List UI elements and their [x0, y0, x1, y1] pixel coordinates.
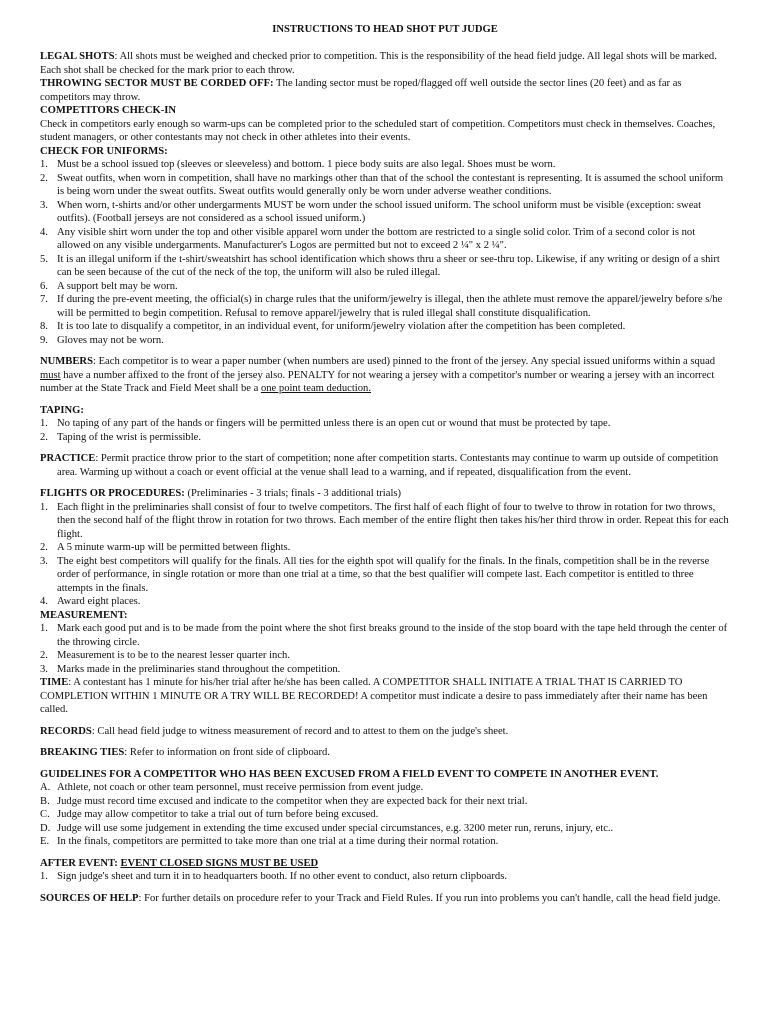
- item-text: Judge must record time excused and indicate to the competitor when they are expected back for their next trial.: [57, 795, 528, 807]
- item-number: 5.: [40, 253, 48, 265]
- item-text: Taping of the wrist is permissible.: [57, 431, 202, 443]
- flights-list: [40, 501, 730, 609]
- time-heading: TIME: [40, 677, 69, 688]
- item-number: 6.: [40, 280, 48, 292]
- item-text: It is an illegal uniform if the t-shirt/sweatshirt has school identification which shows thru a sheer or see-thru top. Likewise, if any writing or design of a shirt can be seen because of the cut of the neck of the top, the uniform will also be ruled illegal.: [57, 253, 720, 278]
- guidelines-heading: GUIDELINES FOR A COMPETITOR WHO HAS BEEN EXCUSED FROM A FIELD EVENT TO COMPETE IN ANOTHER EVENT.: [40, 768, 659, 780]
- list-item: [40, 835, 730, 849]
- list-item: [40, 649, 730, 663]
- list-item: [40, 541, 730, 555]
- numbers-text: : Each competitor is to wear a paper number (when numbers are used) pinned to the front of the jersey. Any special issued uniforms within a squad: [92, 356, 716, 367]
- item-text: A support belt may be worn.: [57, 280, 178, 292]
- item-number: 2.: [40, 431, 48, 443]
- item-text: Judge will use some judgement in extending the time excused under special circumstances, e.g. 3200 meter run, reruns, injury, etc..: [57, 822, 614, 834]
- measurement-list: [40, 622, 730, 676]
- item-number: 2.: [40, 172, 48, 184]
- list-item: [40, 663, 730, 677]
- list-item: [40, 870, 730, 884]
- item-text: It is too late to disqualify a competitor, in an individual event, for uniform/jewelry violation after the competition has been completed.: [57, 321, 626, 332]
- item-text: No taping of any part of the hands or fingers will be permitted unless there is an open cut or wound that must be protected by tape.: [57, 418, 611, 429]
- item-text: Must be a school issued top (sleeves or sleeveless) and bottom. 1 piece body suits are also legal. Shoes must be worn.: [57, 159, 556, 170]
- records-section: [40, 725, 730, 739]
- uniforms-list: [40, 158, 730, 347]
- numbers-penalty: one point team deduction.: [260, 383, 371, 394]
- time-section: [40, 676, 730, 717]
- item-number: 1.: [40, 418, 48, 429]
- taping-heading: TAPING:: [40, 404, 84, 416]
- item-text: Marks made in the preliminaries stand throughout the competition.: [57, 663, 341, 675]
- time-text: : A contestant has 1 minute for his/her trial after he/she has been called. A COMPETITOR SHALL INITIATE A TRIAL THAT IS CARRIED TO COMPLETION WITHIN 1 MINUTE OR A TRY WILL BE RECORDED! A competitor must indicate a desire to pass immediately after their name has been called.: [40, 677, 708, 715]
- list-item: [40, 172, 730, 199]
- after-event-heading: AFTER EVENT:: [40, 857, 118, 869]
- after-event-list: [40, 870, 730, 884]
- numbers-text-cont: have a number affixed to the front of the jersey also. PENALTY for not wearing a jersey with a competitor's number or wearing a jersey with an incorrect number at the State Track and Field Meet shall be a: [40, 369, 715, 394]
- sources-text: : For further details on procedure refer to your Track and Field Rules. If you run into problems you can't handle, call the head field judge.: [138, 892, 721, 904]
- item-number: 2.: [40, 542, 48, 553]
- practice-section: [40, 452, 730, 479]
- throwing-sector-text: The landing sector must be roped/flagged off well outside the sector lines (20 feet) and as far as competitors may throw.: [40, 78, 682, 103]
- numbers-heading: NUMBERS: [40, 356, 93, 367]
- practice-text: : Permit practice throw prior to the start of competition; none after competition starts. Contestants may continue to warm up outside of competition area. Warming up without a coach or event official at the venue shall lead to a warning, and if repeated, disqualification from the event.: [57, 453, 719, 478]
- item-number: 7.: [40, 294, 48, 305]
- list-item: [40, 822, 730, 836]
- item-text: Mark each good put and is to be made from the point where the shot first breaks ground to the inside of the stop board with the tape held through the center of the throwing circle.: [57, 623, 728, 648]
- sources-heading: SOURCES OF HELP: [40, 892, 139, 904]
- throwing-sector-heading: THROWING SECTOR MUST BE CORDED OFF:: [40, 78, 274, 89]
- item-letter: A.: [40, 782, 51, 793]
- ties-text: : Refer to information on front side of clipboard.: [124, 747, 330, 758]
- item-text: When worn, t-shirts and/or other undergarments MUST be worn under the school issued uniform. The school uniform must be visible (exception: sweat outfits). (Football jerseys are not considered as a school issued uniform.): [57, 199, 702, 224]
- list-item: [40, 795, 730, 809]
- list-item: [40, 781, 730, 795]
- item-number: 2.: [40, 650, 48, 661]
- document-page: [40, 23, 730, 905]
- flights-heading: FLIGHTS OR PROCEDURES:: [40, 488, 185, 499]
- numbers-section: [40, 355, 730, 396]
- item-letter: B.: [40, 795, 50, 807]
- ties-section: [40, 746, 730, 760]
- legal-shots-heading: LEGAL SHOTS: [40, 51, 115, 62]
- item-number: 1.: [40, 623, 48, 634]
- item-number: 3.: [40, 663, 48, 675]
- list-item: [40, 431, 730, 445]
- item-text: Judge may allow competitor to take a trial out of turn before being excused.: [57, 809, 379, 820]
- item-letter: E.: [40, 836, 50, 847]
- list-item: [40, 226, 730, 253]
- legal-shots-section: [40, 50, 730, 77]
- item-text: Athlete, not coach or other team personnel, must receive permission from event judge.: [57, 782, 424, 793]
- uniforms-heading: CHECK FOR UNIFORMS:: [40, 145, 168, 157]
- item-letter: D.: [40, 822, 51, 834]
- list-item: [40, 501, 730, 542]
- item-text: Any visible shirt worn under the top and other visible apparel worn under the bottom are restricted to a single solid color. Trim of a second color is not allowed on any visible undergarments. Manufacturer's Logos are permitted but not to exceed 2 ¼" x 2 ¼".: [57, 226, 696, 251]
- records-text: : Call head field judge to witness measurement of record and to attest to them on the judge's sheet.: [91, 725, 509, 737]
- list-item: [40, 320, 730, 334]
- item-text: A 5 minute warm-up will be permitted between flights.: [57, 542, 291, 553]
- item-text: Measurement is to be to the nearest lesser quarter inch.: [57, 650, 290, 661]
- item-text: Each flight in the preliminaries shall consist of four to twelve competitors. The first half of each flight of four to twelve to throw in rotation for two throws, then the second half of the flight throw in rotation for two throws. Each member of the entire flight then takes his/her third throw in order. Repeat this for each flight.: [57, 501, 729, 540]
- item-text: The eight best competitors will qualify for the finals. All ties for the eighth spot will qualify for the finals. In the finals, competition shall be in the reverse order of performance, in single rotation or more than one trial at a time, so that the best qualifier will compete last. Each competitor is entitled to three attempts in the finals.: [57, 555, 710, 594]
- list-item: [40, 253, 730, 280]
- flights-subtitle: (Preliminaries - 3 trials; finals - 3 additional trials): [184, 488, 402, 499]
- item-number: 3.: [40, 199, 48, 211]
- item-text: Sign judge's sheet and turn it in to headquarters booth. If no other event to conduct, also return clipboards.: [57, 871, 507, 882]
- item-number: 8.: [40, 321, 48, 332]
- item-text: Award eight places.: [57, 596, 141, 607]
- list-item: [40, 293, 730, 320]
- practice-heading: PRACTICE: [40, 453, 96, 464]
- item-number: 1.: [40, 501, 48, 513]
- checkin-text: Check in competitors early enough so warm-ups can be completed prior to the scheduled start of competition. Competitors must check in themselves. Coaches, student managers, or other contestants may not check in other athletes into their events.: [40, 118, 716, 143]
- ties-heading: BREAKING TIES: [40, 747, 125, 758]
- legal-shots-text: : All shots must be weighed and checked prior to competition. This is the responsibility of the head field judge. All legal shots will be marked. Each shot shall be checked for the mark prior to each throw.: [40, 51, 717, 76]
- list-item: [40, 280, 730, 294]
- item-text: If during the pre-event meeting, the official(s) in charge rules that the uniform/jewelry is illegal, then the athlete must remove the apparel/jewelry before s/he will be permitted to begin competition. Refusal to remove apparel/jewelry that is ruled illegal shall constitute disqualification.: [57, 294, 723, 319]
- item-text: In the finals, competitors are permitted to take more than one trial at a time during their normal rotation.: [57, 836, 499, 847]
- list-item: [40, 417, 730, 431]
- list-item: [40, 158, 730, 172]
- measurement-heading: MEASUREMENT:: [40, 609, 128, 621]
- item-number: 3.: [40, 555, 48, 567]
- item-letter: C.: [40, 809, 50, 820]
- after-event-signs: EVENT CLOSED SIGNS MUST BE USED: [120, 857, 319, 869]
- list-item: [40, 555, 730, 596]
- flights-heading-line: [40, 487, 730, 501]
- list-item: [40, 622, 730, 649]
- after-event-heading-line: [40, 857, 730, 871]
- item-number: 1.: [40, 159, 48, 170]
- item-number: 1.: [40, 871, 48, 882]
- list-item: [40, 595, 730, 609]
- sources-section: [40, 892, 730, 906]
- taping-list: [40, 417, 730, 444]
- item-text: Gloves may not be worn.: [57, 334, 164, 346]
- page-title: INSTRUCTIONS TO HEAD SHOT PUT JUDGE: [272, 24, 498, 35]
- item-number: 4.: [40, 226, 48, 238]
- list-item: [40, 199, 730, 226]
- throwing-sector-section: [40, 77, 730, 104]
- checkin-heading: COMPETITORS CHECK-IN: [40, 105, 177, 116]
- item-number: 4.: [40, 596, 48, 607]
- item-number: 9.: [40, 334, 48, 346]
- list-item: [40, 808, 730, 822]
- numbers-must: must: [40, 369, 61, 381]
- item-text: Sweat outfits, when worn in competition, shall have no markings other than that of the school the contestant is representing. It is assumed the school uniform is being worn under the sweat outfits. Sweat outfits would generally only be worn under adverse weather conditions.: [57, 172, 724, 197]
- guidelines-list: [40, 781, 730, 849]
- list-item: [40, 334, 730, 348]
- records-heading: RECORDS: [40, 725, 92, 737]
